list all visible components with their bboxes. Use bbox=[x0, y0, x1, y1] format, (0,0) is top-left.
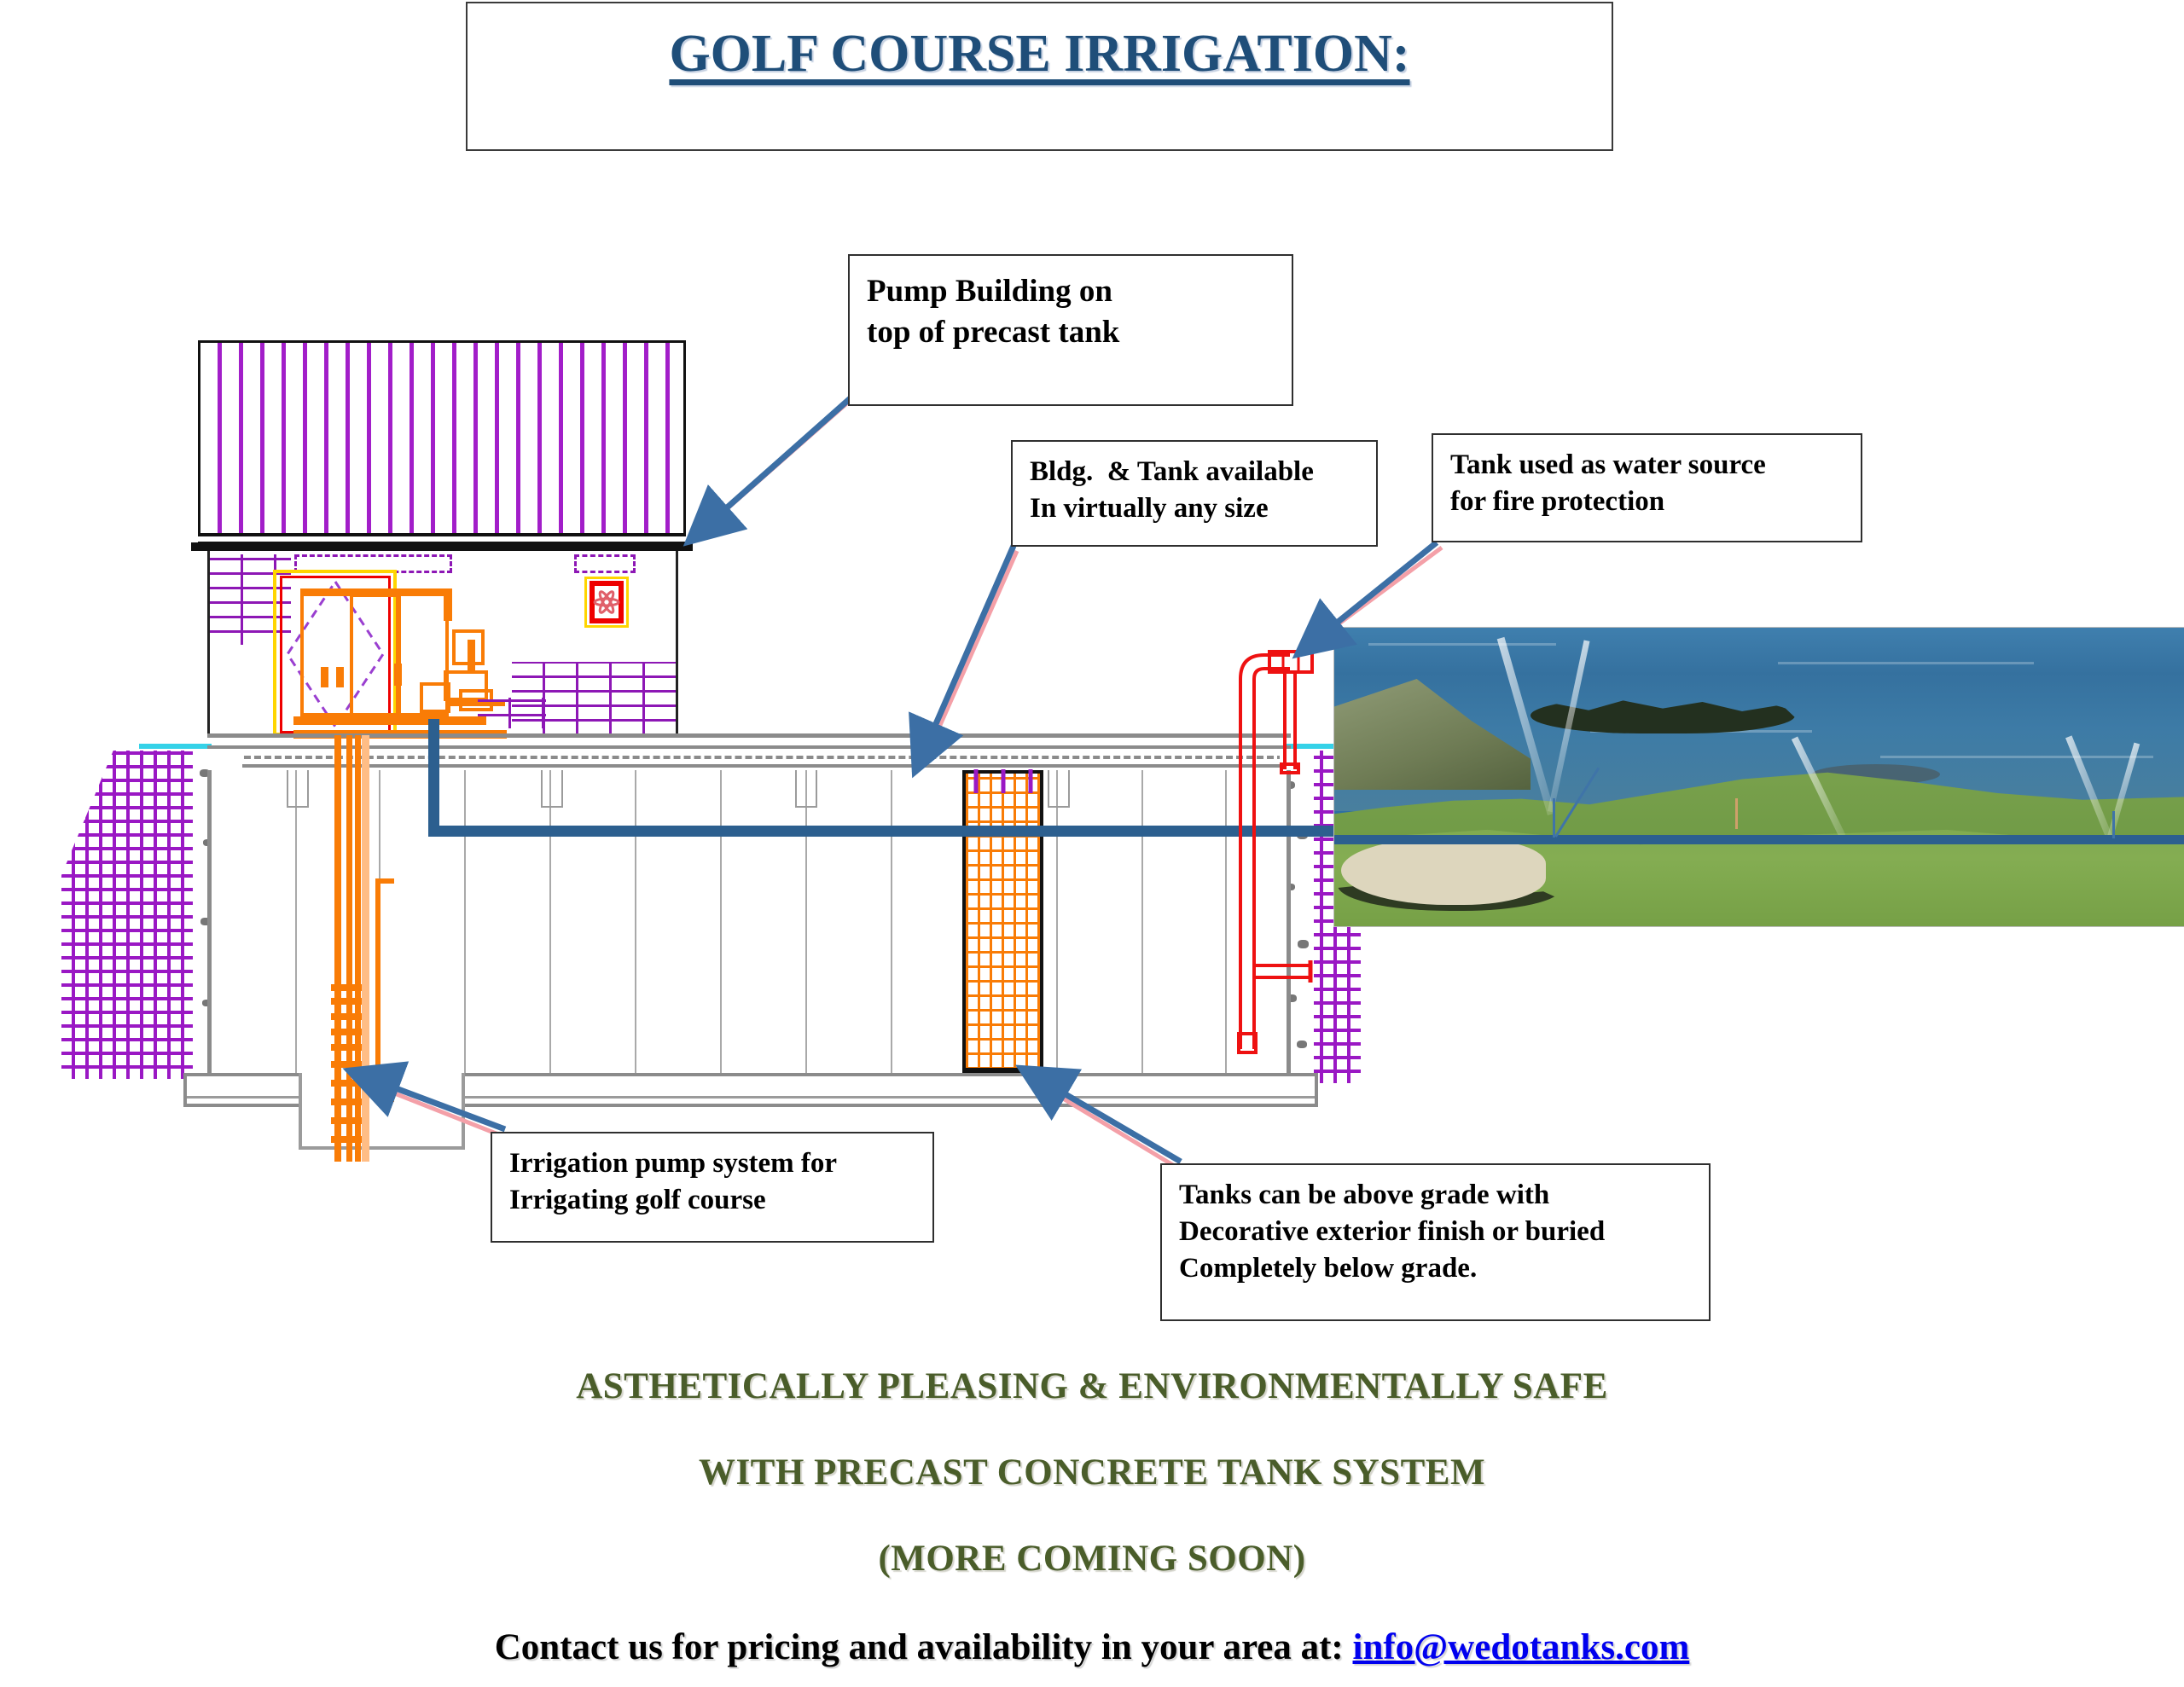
callout-line: for fire protection bbox=[1450, 485, 1665, 517]
callout-line: top of precast tank bbox=[867, 315, 1120, 351]
tank-slab-centerline bbox=[213, 756, 1284, 759]
pump-sump-pit bbox=[299, 1073, 465, 1150]
callout-tank-grade bbox=[1160, 1163, 1711, 1321]
vertical-turbine-pump-column bbox=[334, 735, 374, 1162]
page-title: GOLF COURSE IRRIGATION: bbox=[669, 25, 1410, 83]
irrigation-main-line bbox=[1334, 835, 2184, 844]
footer-line-3: (MORE COMING SOON) bbox=[878, 1539, 1306, 1579]
callout-irrigation-pump bbox=[491, 1132, 934, 1243]
roof-eave bbox=[191, 542, 693, 551]
footer-line-2: WITH PRECAST CONCRETE TANK SYSTEM bbox=[698, 1452, 1486, 1493]
interior-stone-wall-column bbox=[962, 770, 1043, 1073]
pump-equipment-skid bbox=[300, 588, 505, 738]
title-box bbox=[466, 2, 1613, 151]
pump-building-roof-siding bbox=[198, 340, 686, 545]
callout-bldg-tank-size bbox=[1011, 440, 1378, 547]
contact-line bbox=[0, 1626, 2184, 1668]
contact-email-link[interactable]: info@wedotanks.com bbox=[1352, 1627, 1690, 1667]
contact-prefix: Contact us for pricing and availability in your area at: bbox=[494, 1627, 1353, 1667]
callout-line: Tanks can be above grade with bbox=[1179, 1180, 1550, 1210]
callout-line: Decorative exterior finish or buried bbox=[1179, 1215, 1606, 1247]
brick-hatch-equipment-base bbox=[478, 698, 546, 728]
callout-line: In virtually any size bbox=[1030, 492, 1269, 524]
sprinkler-branch-line bbox=[1553, 798, 1555, 838]
callout-line: Bldg. & Tank available bbox=[1030, 456, 1314, 487]
callout-line: Irrigation pump system for bbox=[509, 1148, 838, 1179]
callout-line: Irrigating golf course bbox=[509, 1184, 766, 1215]
callout-line: Pump Building on bbox=[867, 274, 1112, 309]
sprinkler-branch-line bbox=[2112, 811, 2115, 838]
golf-course-photo bbox=[1333, 627, 2184, 927]
flagstick bbox=[1735, 798, 1738, 829]
callout-line: Tank used as water source bbox=[1450, 449, 1766, 480]
footer-line-1: ASTHETICALLY PLEASING & ENVIRONMENTALLY SAFE bbox=[576, 1366, 1608, 1406]
discharge-pipe-vertical bbox=[428, 719, 439, 837]
callout-fire-protection bbox=[1432, 433, 1862, 542]
stone-column-dowels bbox=[964, 768, 1043, 802]
backfill-hatch-left bbox=[61, 751, 198, 1079]
window-lintel-brick bbox=[574, 554, 636, 573]
louver-fan-icon bbox=[591, 583, 622, 621]
callout-pump-building bbox=[848, 254, 1293, 406]
callout-line: Completely below grade. bbox=[1179, 1252, 1478, 1284]
water-level-line-left bbox=[139, 744, 212, 749]
